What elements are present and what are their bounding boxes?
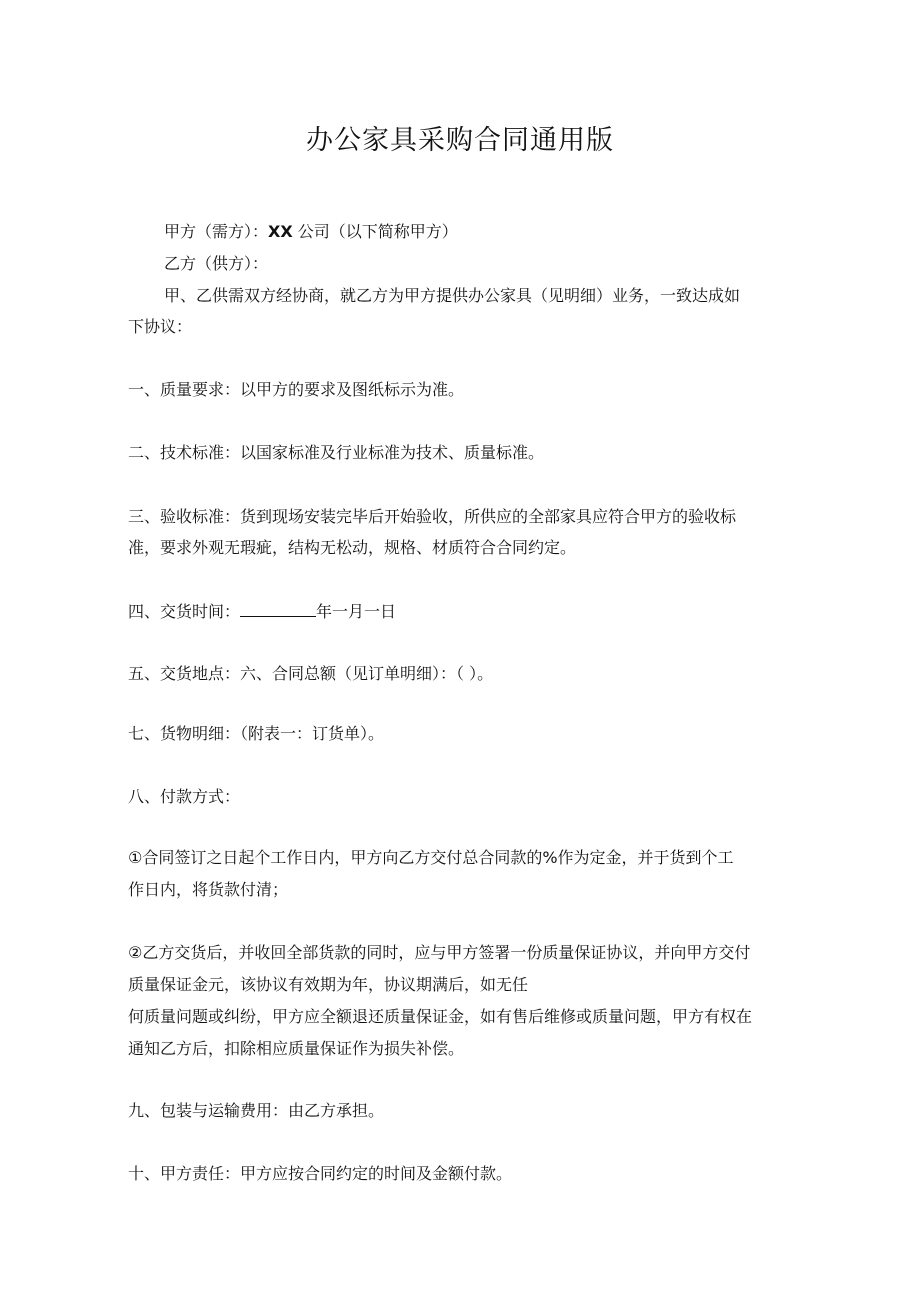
- clause-technical: 二、技术标准：以国家标准及行业标准为技术、质量标准。: [128, 443, 545, 462]
- party-a-line: [164, 222, 458, 242]
- clause-packaging: 九、包装与运输费用：由乙方承担。: [128, 1101, 385, 1120]
- party-a-prefix: 甲方（需方）：: [164, 222, 269, 241]
- delivery-time-label: 四、交货时间：: [128, 602, 241, 621]
- delivery-date-blank: [240, 601, 316, 617]
- page-title: 办公家具采购合同通用版: [306, 125, 614, 156]
- clause-acceptance-line-2: 准，要求外观无瑕疵，结构无松动，规格、材质符合合同约定。: [128, 538, 577, 557]
- intro-line-2: 下协议：: [128, 317, 193, 336]
- clause-delivery-time: [128, 601, 396, 622]
- clause-quality: 一、质量要求：以甲方的要求及图纸标示为准。: [128, 380, 465, 399]
- payment-item-1-line-1: ①合同签订之日起个工作日内，甲方向乙方交付总合同款的%作为定金，并于货到个工: [128, 848, 734, 867]
- party-b-line: 乙方（供方）：: [164, 254, 269, 273]
- clause-goods-detail: 七、货物明细：（附表一：订货单）。: [128, 724, 385, 743]
- payment-item-1-line-2: 作日内，将货款付清；: [128, 880, 289, 899]
- payment-item-2-line-3: 何质量问题或纠纷，甲方应全额退还质量保证金，如有售后维修或质量问题，甲方有权在: [128, 1007, 753, 1026]
- clause-party-a-duty: 十、甲方责任：甲方应按合同约定的时间及金额付款。: [128, 1164, 513, 1183]
- payment-item-2-line-2: 质量保证金元，该协议有效期为年，协议期满后，如无任: [128, 975, 529, 994]
- party-a-suffix: 公司（以下简称甲方）: [297, 222, 458, 241]
- clause-acceptance-line-1: 三、验收标准：货到现场安装完毕后开始验收，所供应的全部家具应符合甲方的验收标: [128, 507, 737, 526]
- payment-item-2-line-1: ②乙方交货后，并收回全部货款的同时，应与甲方签署一份质量保证协议，并向甲方交付: [128, 943, 751, 962]
- payment-item-2-line-4: 通知乙方后，扣除相应质量保证作为损失补偿。: [128, 1039, 465, 1058]
- intro-line-1: 甲、乙供需双方经协商，就乙方为甲方提供办公家具（见明细）业务，一致达成如: [164, 286, 741, 305]
- clause-delivery-place: 五、交货地点：六、合同总额（见订单明细）：（ ）。: [128, 664, 494, 683]
- delivery-time-suffix: 年一月一日: [316, 602, 397, 621]
- clause-payment: 八、付款方式：: [128, 787, 241, 806]
- party-a-name: XX: [268, 222, 293, 241]
